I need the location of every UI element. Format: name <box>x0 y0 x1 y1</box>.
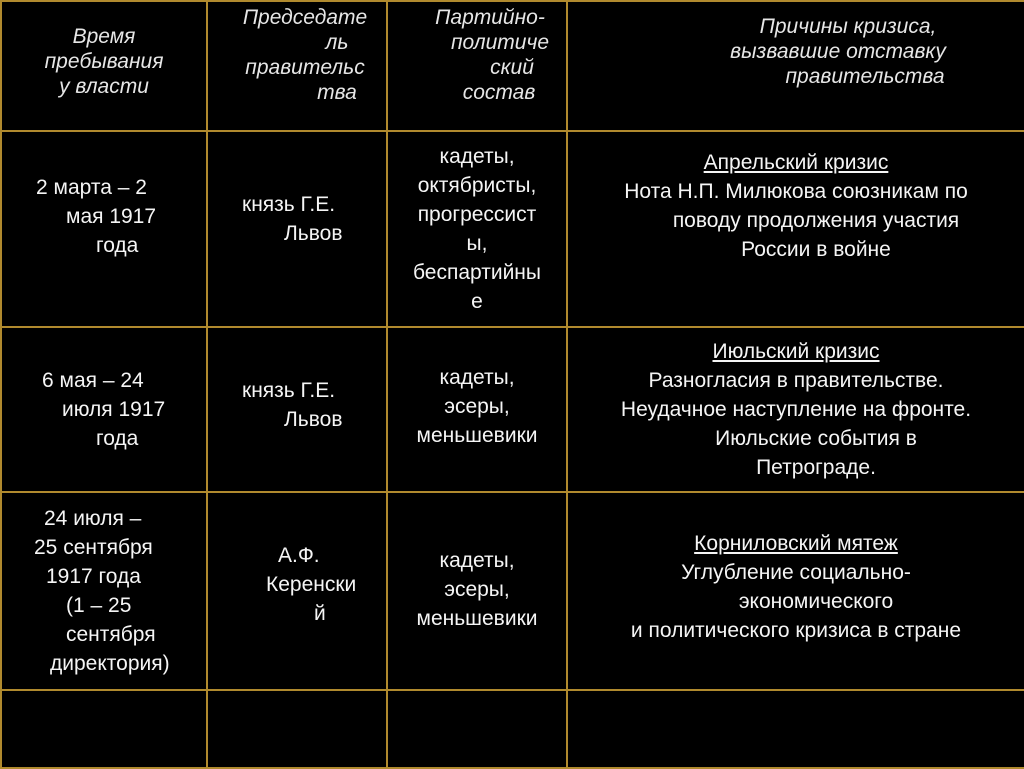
cause-line: Нота Н.П. Милюкова союзникам по <box>624 180 968 203</box>
party-line: ы, <box>466 232 488 255</box>
party-cell <box>387 131 567 327</box>
term-line: (1 – 25 <box>66 594 132 617</box>
cause-line: и политического кризиса в стране <box>630 619 962 642</box>
chairman-cell <box>207 327 387 492</box>
party-line: е <box>471 290 483 313</box>
cause-line: Разногласия в правительстве. <box>648 369 944 392</box>
header-party-line: ский <box>490 56 534 79</box>
causes-cell <box>567 327 1024 492</box>
chairman-cell <box>207 131 387 327</box>
party-line: кадеты, <box>439 548 515 572</box>
causes-cell <box>567 492 1024 690</box>
chairman-cell <box>207 492 387 690</box>
term-cell <box>1 327 207 492</box>
chairman-line: Керенски <box>266 572 357 596</box>
term-cell <box>1 492 207 690</box>
header-chairman-line: тва <box>317 81 357 104</box>
header-chairman-line: правительс <box>245 56 365 79</box>
chairman-line: князь Г.Е. <box>242 378 336 402</box>
cause-line: Углубление социально- <box>681 561 911 584</box>
cause-line: Петрограде. <box>756 456 876 479</box>
cause-line: Июльские события в <box>715 427 917 450</box>
table-row <box>1 327 1024 492</box>
term-line: июля 1917 <box>62 398 166 421</box>
cause-line: поводу продолжения участия <box>672 209 960 232</box>
cause-line: России в войне <box>741 238 891 261</box>
header-chairman-line: Председате <box>242 6 368 29</box>
header-causes-line: правительства <box>785 64 945 88</box>
header-chairman-line: ль <box>325 31 349 54</box>
chairman-line: й <box>314 601 326 625</box>
party-cell <box>387 492 567 690</box>
term-line: сентября <box>66 623 156 646</box>
table-row <box>1 131 1024 327</box>
party-line: прогрессист <box>417 203 537 226</box>
party-line: кадеты, <box>439 366 515 389</box>
term-line: года <box>96 233 139 257</box>
empty-cell <box>1 690 207 768</box>
header-party <box>387 1 567 131</box>
table-row <box>1 492 1024 690</box>
chairman-line: князь Г.Е. <box>242 193 336 216</box>
party-line: эсеры, <box>444 395 510 418</box>
term-line: директория) <box>50 652 170 675</box>
causes-cell <box>567 131 1024 327</box>
term-line: 6 мая – 24 <box>42 369 144 392</box>
party-cell <box>387 327 567 492</box>
header-row <box>1 1 1024 131</box>
crisis-name: Апрельский кризис <box>703 151 889 174</box>
cause-line: Неудачное наступление на фронте. <box>620 398 972 421</box>
crisis-name: Июльский кризис <box>712 340 880 363</box>
header-causes-line: Причины кризиса, <box>759 14 937 38</box>
cause-line: экономического <box>738 590 894 613</box>
term-line: мая 1917 <box>66 204 157 228</box>
chairman-line: Львов <box>284 222 343 245</box>
header-causes-line: вызвавшие отставку <box>730 39 946 63</box>
party-line: кадеты, <box>439 145 515 168</box>
header-term-line: пребывания <box>44 49 164 73</box>
header-causes <box>567 1 1024 131</box>
header-chairman <box>207 1 387 131</box>
chairman-line: А.Ф. <box>278 543 320 567</box>
empty-cell <box>567 690 1024 768</box>
empty-cell <box>207 690 387 768</box>
party-line: меньшевики <box>416 606 538 630</box>
term-line: 24 июля – <box>44 507 142 530</box>
table-row <box>1 690 1024 768</box>
empty-cell <box>387 690 567 768</box>
term-line: 1917 года <box>46 565 141 588</box>
header-term-line: у власти <box>59 74 149 98</box>
header-party-line: состав <box>462 81 536 104</box>
crisis-name: Корниловский мятеж <box>694 532 898 555</box>
term-line: 2 марта – 2 <box>36 175 147 199</box>
header-term-line: Время <box>72 24 136 48</box>
term-line: 25 сентября <box>34 536 153 559</box>
header-party-line: Партийно- <box>435 6 545 29</box>
term-cell <box>1 131 207 327</box>
term-line: года <box>96 427 139 450</box>
header-party-line: политиче <box>450 31 550 54</box>
header-term <box>1 1 207 131</box>
party-line: эсеры, <box>444 577 510 601</box>
party-line: беспартийны <box>412 261 541 284</box>
party-line: меньшевики <box>416 424 538 447</box>
party-line: октябристы, <box>417 174 537 197</box>
chairman-line: Львов <box>284 407 343 431</box>
